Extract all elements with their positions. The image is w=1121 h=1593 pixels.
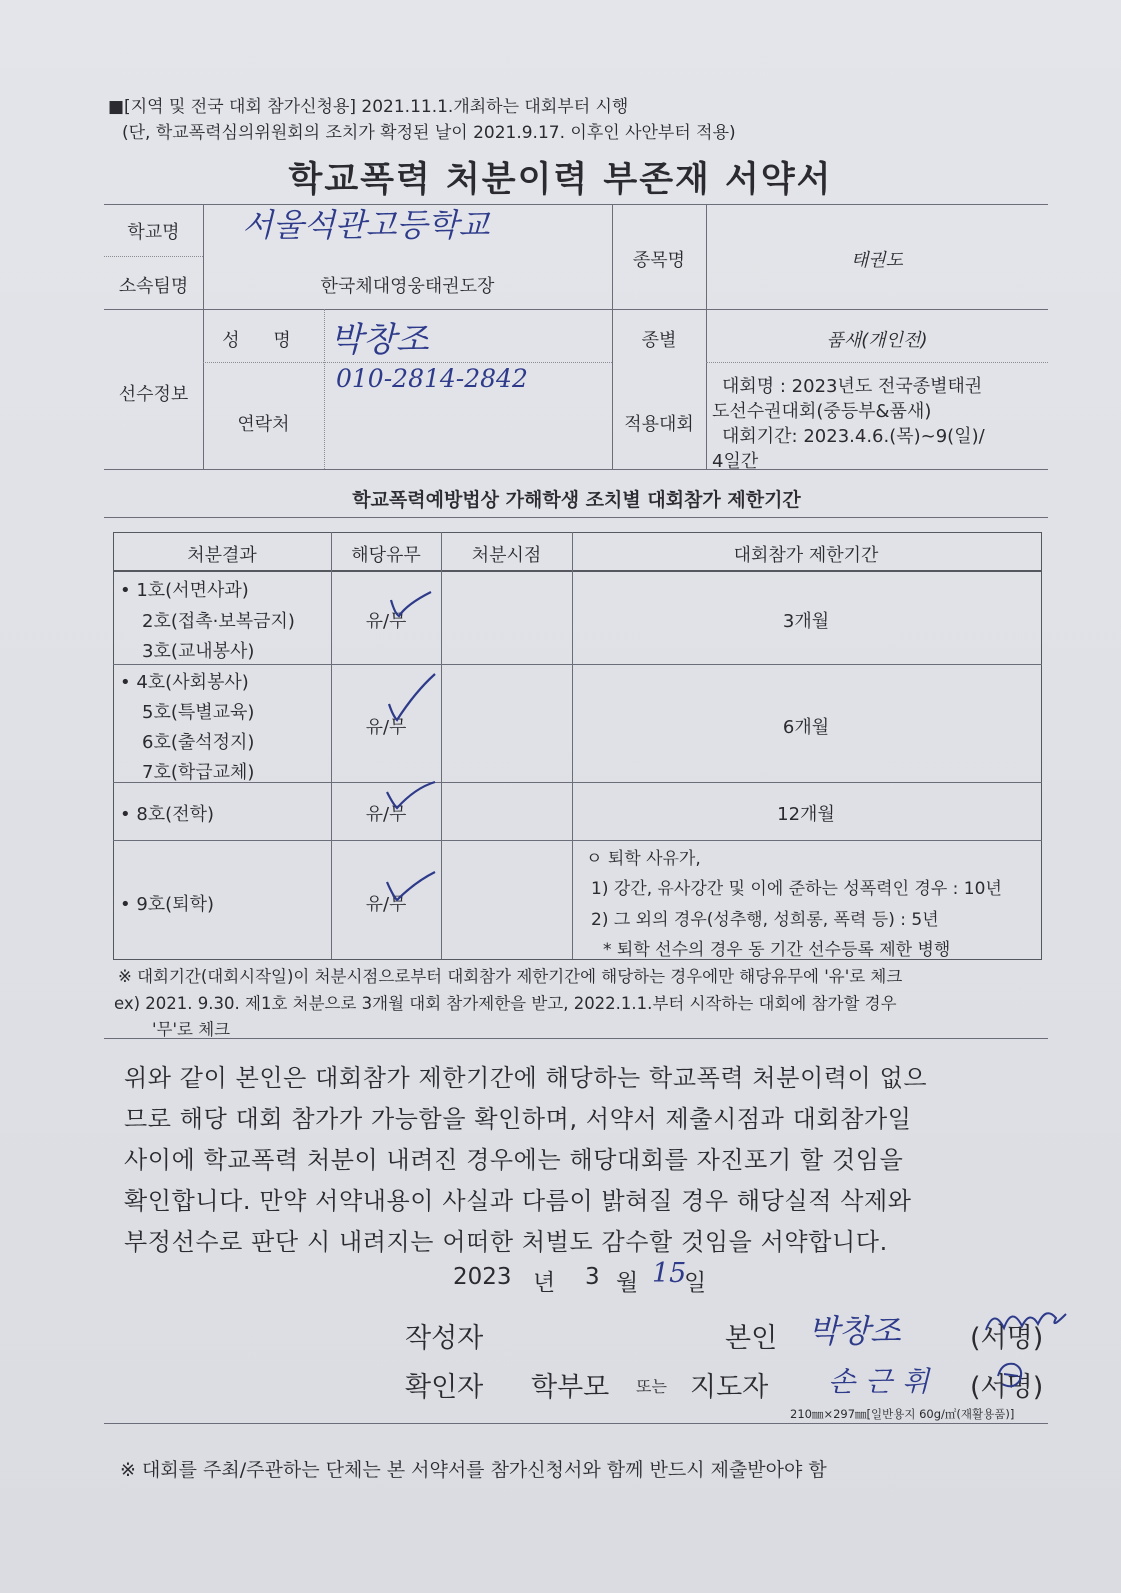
applied-line-2: 도선수권대회(중등부&품새)	[712, 401, 932, 422]
coach-signature-name: 손근휘	[828, 1365, 940, 1398]
expulsion-note: 1) 강간, 유사강간 및 이에 준하는 성폭력인 경우 : 10년	[591, 879, 1002, 899]
info-dot-row-3	[706, 362, 1048, 363]
category-value: 품새(개인전)	[826, 330, 928, 351]
team-label: 소속팀명	[118, 276, 189, 297]
name-value: 박창조	[330, 320, 429, 360]
or-label: 또는	[636, 1377, 667, 1396]
disposition-item: 7호(학급교체)	[142, 762, 255, 783]
disposition-item: 2호(접촉·보복금지)	[142, 611, 295, 632]
info-dot-row-1	[104, 256, 203, 257]
disposition-item: • 9호(퇴학)	[120, 894, 214, 915]
page-title: 학교폭력 처분이력 부존재 서약서	[288, 160, 833, 200]
col-header-applicable: 해당유무	[351, 545, 421, 566]
self-sign-mark: (서명)	[970, 1323, 1044, 1354]
footer-note: ※ 대회를 주최/주관하는 단체는 본 서약서를 참가신청서와 함께 반드시 제출받아야 함	[120, 1459, 827, 1481]
event-label: 종목명	[632, 250, 686, 271]
info-mid-border	[104, 309, 1048, 310]
row-border-3	[113, 840, 1042, 841]
expulsion-note: 2) 그 외의 경우(성추행, 성희롱, 폭력 등) : 5년	[591, 910, 939, 930]
check-mark-icon	[387, 872, 435, 900]
date-day-label: 일	[684, 1270, 707, 1296]
writer-label: 작성자	[405, 1323, 484, 1354]
date-year: 2023	[453, 1264, 512, 1290]
disposition-item: • 4호(사회봉사)	[120, 672, 249, 693]
pledge-line: 위와 같이 본인은 대회참가 제한기간에 해당하는 학교폭력 처분이력이 없으	[124, 1064, 928, 1092]
expulsion-note: ㅇ 퇴학 사유가,	[586, 849, 701, 869]
notice-line-1: ■[지역 및 전국 대회 참가신청용] 2021.11.1.개최하는 대회부터 시행	[108, 97, 629, 117]
table-col-2	[441, 532, 442, 959]
pledge-line: 부정선수로 판단 시 내려지는 어떠한 처벌도 감수할 것임을 서약합니다.	[124, 1228, 888, 1256]
restriction-period: 3개월	[782, 611, 830, 632]
team-value: 한국체대영웅태권도장	[320, 276, 495, 297]
school-value: 서울석관고등학교	[242, 206, 490, 244]
coach-label: 지도자	[690, 1372, 769, 1403]
status-checkbox[interactable]: 유/무	[365, 611, 407, 632]
restriction-period: 12개월	[777, 804, 835, 825]
info-bottom-border	[104, 469, 1048, 470]
section-border	[104, 517, 1048, 518]
status-checkbox[interactable]: 유/무	[365, 804, 407, 825]
check-marks	[331, 570, 441, 960]
note-3: '무'로 체크	[152, 1020, 231, 1039]
check-mark-icon	[389, 674, 435, 720]
self-signature-name: 박창조	[808, 1312, 901, 1350]
disposition-item: 5호(특별교육)	[142, 702, 255, 723]
table-header-border	[113, 570, 1042, 572]
pledge-line: 사이에 학교폭력 처분이 내려진 경우에는 해당대회를 자진포기 할 것임을	[124, 1146, 904, 1174]
contact-label: 연락처	[237, 414, 290, 435]
parent-label: 학부모	[531, 1372, 610, 1403]
status-checkbox[interactable]: 유/무	[365, 894, 407, 915]
section-title: 학교폭력예방법상 가해학생 조치별 대회참가 제한기간	[352, 489, 801, 511]
check-mark-icon	[387, 782, 435, 808]
self-label: 본인	[725, 1323, 778, 1354]
row-border-1	[113, 664, 1042, 665]
disposition-item: • 8호(전학)	[120, 804, 214, 825]
applied-line-1: 대회명 : 2023년도 전국종별태권	[722, 376, 983, 397]
coach-sign-mark: (서명)	[970, 1372, 1044, 1403]
confirmer-label: 확인자	[405, 1372, 484, 1403]
table-col-3	[572, 532, 573, 959]
name-label: 성 명	[222, 330, 305, 351]
notes-bottom-border	[104, 1038, 1048, 1039]
info-dot-row-2	[203, 362, 612, 363]
date-year-label: 년	[533, 1270, 556, 1296]
applied-line-3: 대회기간: 2023.4.6.(목)~9(일)/	[722, 426, 985, 447]
note-1: ※ 대회기간(대회시작일)이 처분시점으로부터 대회참가 제한기간에 해당하는 경우에만 해당유무에 '유'로 체크	[118, 967, 903, 986]
note-2: ex) 2021. 9.30. 제1호 처분으로 3개월 대회 참가제한을 받고, 2022.1.1.부터 시작하는 대회에 참가할 경우	[114, 994, 897, 1013]
restriction-period: 6개월	[782, 717, 830, 738]
pledge-line: 므로 해당 대회 참가가 가능함을 확인하며, 서약서 제출시점과 대회참가일	[124, 1105, 912, 1133]
school-label: 학교명	[127, 222, 180, 243]
category-label: 종별	[641, 330, 677, 351]
col-header-period: 대회참가 제한기간	[733, 545, 879, 566]
disposition-item: 6호(출석정지)	[142, 732, 255, 753]
col-header-time: 처분시점	[471, 545, 542, 566]
seal-scribble-icon	[990, 1356, 1030, 1396]
notice-line-2: (단, 학교폭력심의위원회의 조치가 확정된 날이 2021.9.17. 이후인 사안부터 적용)	[122, 123, 736, 143]
date-month: 3	[585, 1264, 600, 1290]
signature-scribble-icon	[980, 1300, 1070, 1350]
paper-spec: 210㎜×297㎜[일반용지 60g/㎡(재활용품)]	[790, 1407, 1015, 1421]
disposition-item: 3호(교내봉사)	[142, 641, 255, 662]
contact-value: 010-2814-2842	[336, 364, 528, 393]
expulsion-note: * 퇴학 선수의 경우 동 기간 선수등록 제한 병행	[603, 940, 951, 960]
info-dot-col	[324, 309, 325, 469]
athlete-info-label: 선수정보	[118, 384, 189, 405]
date-month-label: 월	[616, 1270, 639, 1296]
disposition-item: • 1호(서면사과)	[120, 580, 249, 601]
applied-competition-label: 적용대회	[624, 414, 694, 435]
check-mark-icon	[391, 592, 431, 616]
status-checkbox[interactable]: 유/무	[365, 717, 407, 738]
applied-line-4: 4일간	[712, 451, 759, 472]
pledge-line: 확인합니다. 만약 서약내용이 사실과 다름이 밝혀질 경우 해당실적 삭제와	[124, 1187, 912, 1215]
col-header-result: 처분결과	[187, 545, 257, 566]
spec-border	[104, 1423, 1048, 1424]
date-day: 15	[652, 1258, 687, 1289]
event-value: 태권도	[850, 250, 904, 271]
